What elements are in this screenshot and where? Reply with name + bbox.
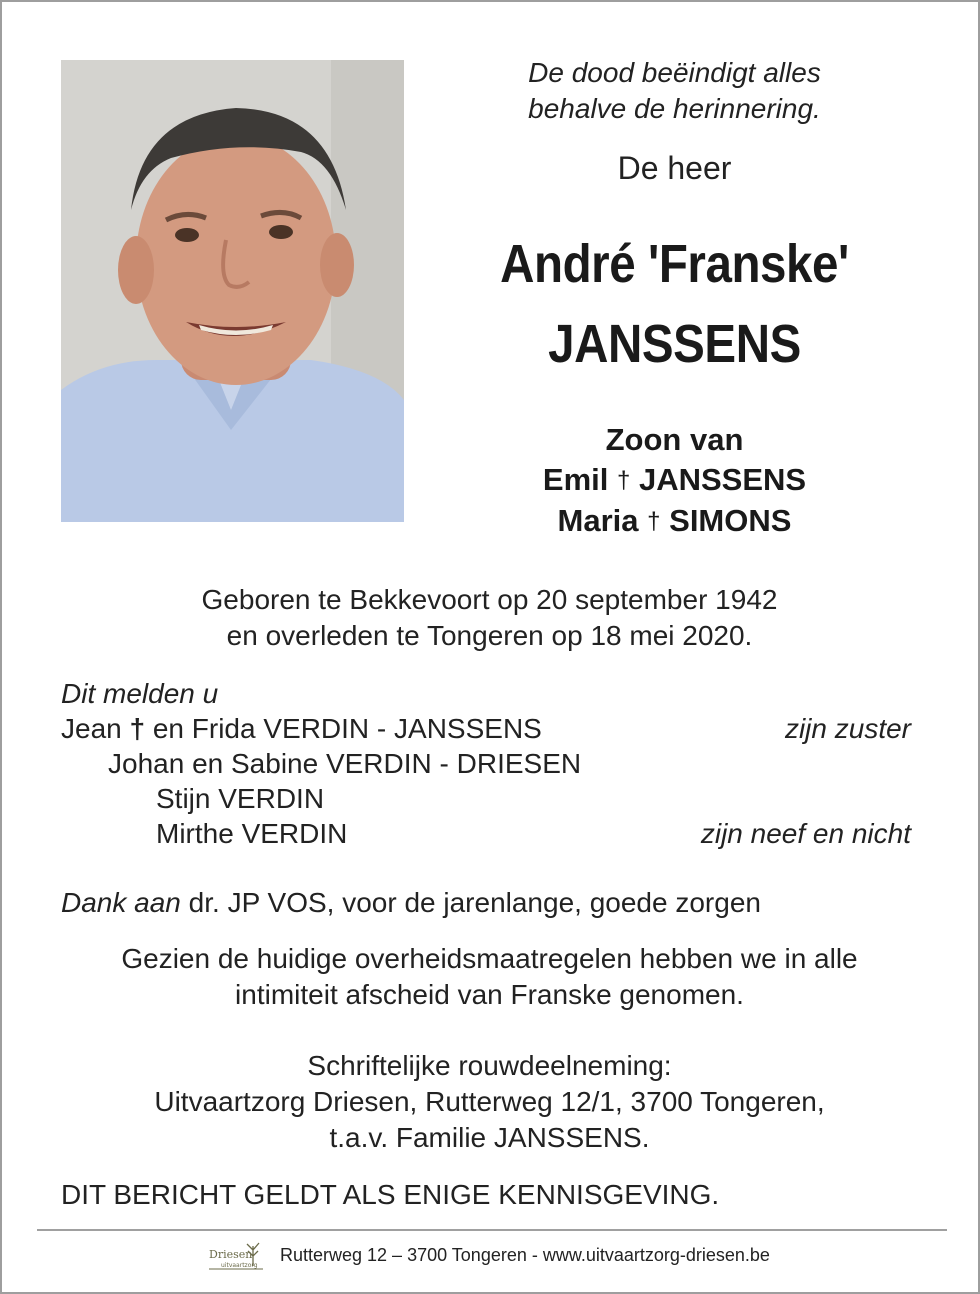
father-line [442,460,907,501]
family-name: Stijn VERDIN [156,783,325,814]
portrait-photo [61,60,404,522]
announce-intro: Dit melden u [61,678,219,709]
ceremony-line-2: intimiteit afscheid van Franske genomen. [235,979,744,1010]
family-row [61,816,911,851]
contact-line-3: t.a.v. Familie JANSSENS. [329,1122,650,1153]
family-row [61,711,911,746]
logo-subtitle: uitvaartzorg [221,1262,258,1269]
driesen-logo [207,1236,267,1276]
mother-first-name: Maria [557,503,639,538]
cross-icon: † [647,508,661,535]
father-last-name: JANSSENS [638,462,807,497]
thanks-text: dr. JP VOS, voor de jarenlange, goede zorgen [188,887,761,918]
parents-intro: Zoon van [605,422,744,457]
logo-wordmark: Driesen [209,1248,253,1261]
mother-line [442,501,907,542]
family-row [61,781,911,816]
family-name: Johan en Sabine VERDIN - DRIESEN [108,748,582,779]
death-line: en overleden te Tongeren op 18 mei 2020. [226,620,753,651]
portrait-image [61,60,404,522]
family-announcement [61,676,911,851]
contact-line-2: Uitvaartzorg Driesen, Rutterweg 12/1, 3700 Tongeren, [154,1086,825,1117]
ceremony-line-1: Gezien de huidige overheidsmaatregelen hebben we in alle [121,943,858,974]
condolence-address [62,1048,917,1156]
cross-icon: † [129,713,146,744]
relation-label: zijn zuster [784,713,911,744]
family-row [61,746,911,781]
deceased-name [470,224,879,384]
relation-label: zijn neef en nicht [700,818,911,849]
notice-line: DIT BERICHT GELDT ALS ENIGE KENNISGEVING. [61,1179,720,1210]
mother-last-name: SIMONS [669,503,792,538]
family-name: Jean [61,713,122,744]
thanks-lead: Dank aan [61,887,181,918]
quote-line-2: behalve de herinnering. [528,93,821,124]
parents-block [442,420,907,542]
birth-line: Geboren te Bekkevoort op 20 september 1942 [201,584,778,615]
honorific-title: De heer [617,150,732,186]
family-name: Mirthe VERDIN [156,818,348,849]
funeral-home-address: Rutterweg 12 – 3700 Tongeren - www.uitvaartzorg-driesen.be [280,1245,770,1265]
father-first-name: Emil [542,462,609,497]
ceremony-note [62,941,917,1013]
footer-divider [37,1229,947,1231]
name-line-2: JANSSENS [548,314,801,374]
quote-line-1: De dood beëindigt alles [528,57,821,88]
birth-death-dates [62,582,917,654]
cross-icon: † [617,467,631,494]
memorial-quote [442,55,907,127]
thanks-line [61,887,761,919]
name-line-1: André 'Franske' [500,234,849,294]
contact-line-1: Schriftelijke rouwdeelneming: [307,1050,672,1081]
family-name: en Frida VERDIN - JANSSENS [152,713,542,744]
